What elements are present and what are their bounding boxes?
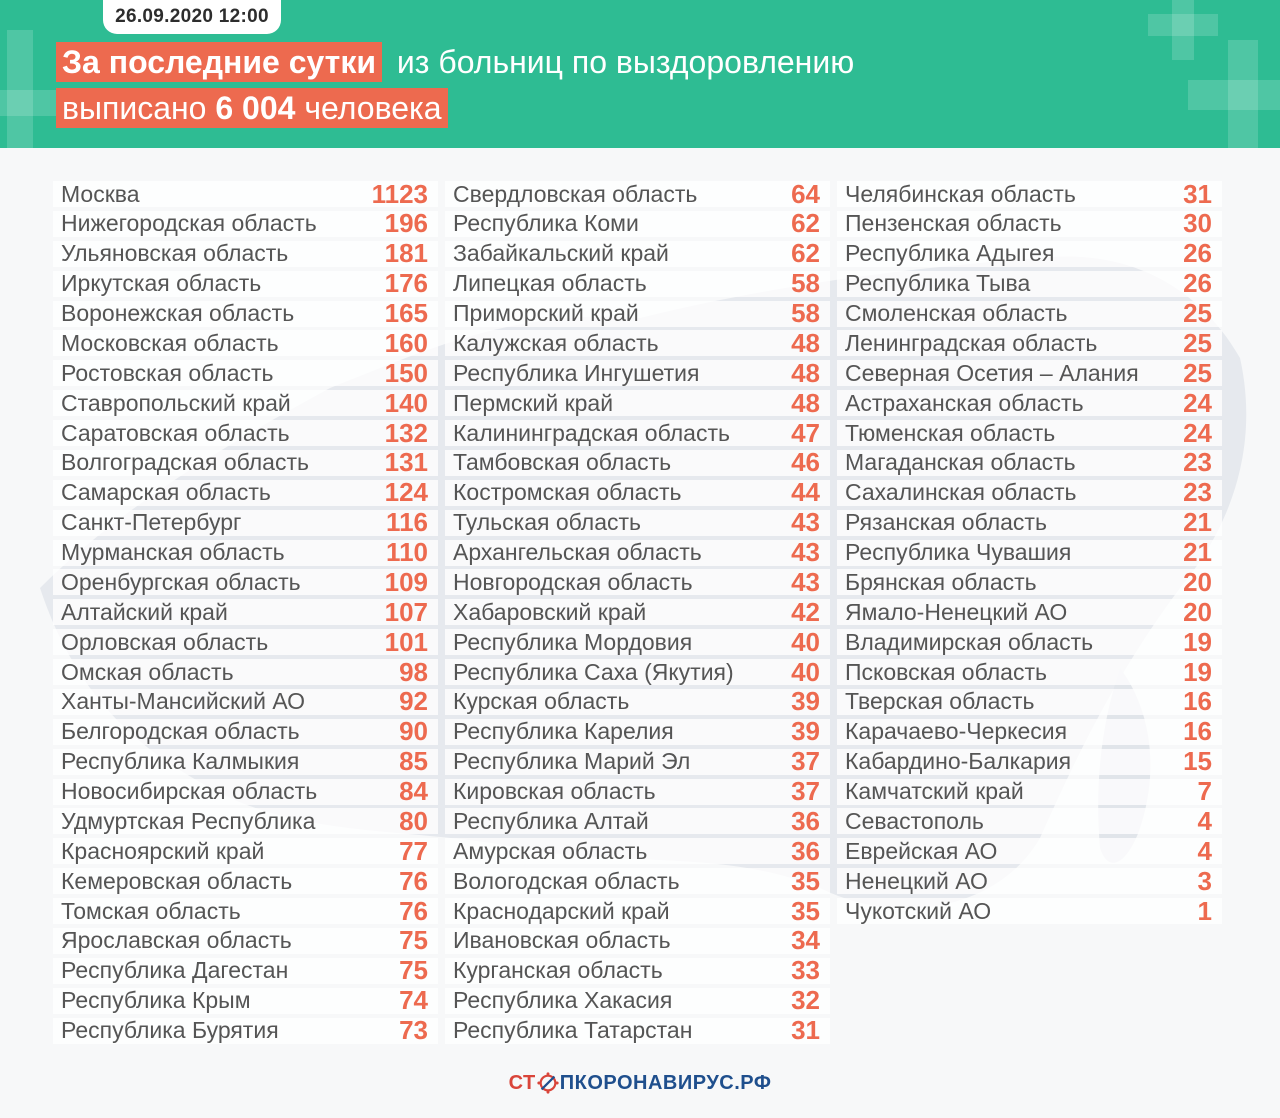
region-name: Красноярский край (61, 837, 265, 864)
region-name: Республика Тыва (845, 270, 1031, 297)
region-name: Магаданская область (845, 449, 1076, 476)
region-value: 37 (791, 776, 820, 806)
region-name: Республика Калмыкия (61, 748, 300, 775)
region-value: 40 (791, 656, 820, 687)
region-value: 4 (1197, 805, 1212, 836)
region-value: 150 (384, 357, 428, 388)
region-row (53, 298, 438, 328)
region-value: 36 (791, 805, 820, 836)
region-row (837, 387, 1222, 418)
region-value: 107 (384, 596, 428, 627)
region-row (837, 417, 1222, 448)
region-value: 26 (1183, 268, 1212, 299)
region-row (837, 596, 1222, 627)
region-name: Калужская область (453, 329, 659, 356)
region-row (837, 776, 1222, 806)
region-row (445, 327, 830, 358)
region-value: 25 (1183, 357, 1212, 388)
region-value: 20 (1183, 596, 1212, 627)
region-value: 176 (384, 268, 428, 299)
region-name: Рязанская область (845, 509, 1047, 536)
region-row (53, 955, 438, 986)
region-value: 40 (791, 626, 820, 657)
region-row (53, 626, 438, 657)
region-name: Чукотский АО (845, 897, 992, 924)
region-name: Курганская область (453, 957, 663, 984)
region-row (53, 716, 438, 747)
region-row (837, 865, 1222, 896)
region-value: 34 (791, 925, 820, 956)
region-value: 77 (399, 835, 428, 866)
region-row (53, 805, 438, 836)
region-row (445, 746, 830, 777)
region-value: 132 (384, 417, 428, 448)
region-name: Республика Марий Эл (453, 748, 691, 775)
region-name: Санкт-Петербург (61, 509, 242, 536)
region-value: 7 (1197, 776, 1212, 806)
region-row (837, 507, 1222, 538)
virus-icon (537, 1072, 559, 1094)
region-name: Кировская область (453, 778, 656, 804)
region-row (837, 178, 1222, 209)
region-name: Псковская область (845, 658, 1047, 685)
region-row (445, 447, 830, 478)
region-value: 75 (399, 925, 428, 956)
region-name: Ярославская область (61, 927, 292, 954)
region-value: 85 (399, 746, 428, 777)
region-value: 35 (791, 895, 820, 926)
region-row (445, 776, 830, 806)
region-value: 15 (1183, 746, 1212, 777)
region-value: 26 (1183, 238, 1212, 269)
region-row (445, 925, 830, 956)
region-row (445, 835, 830, 866)
region-name: Республика Ингушетия (453, 359, 700, 386)
region-row (837, 298, 1222, 328)
region-row (837, 656, 1222, 687)
region-value: 20 (1183, 566, 1212, 597)
region-value: 36 (791, 835, 820, 866)
region-value: 58 (791, 268, 820, 299)
region-row (837, 626, 1222, 657)
region-value: 196 (384, 208, 428, 239)
region-name: Хабаровский край (453, 598, 647, 625)
region-value: 48 (791, 387, 820, 418)
region-name: Костромская область (453, 479, 682, 506)
region-name: Свердловская область (453, 180, 698, 207)
region-name: Пермский край (453, 389, 614, 416)
region-row (445, 596, 830, 627)
region-row (445, 417, 830, 448)
region-row (837, 238, 1222, 269)
region-name: Республика Карелия (453, 718, 674, 745)
region-row (445, 865, 830, 896)
region-row (837, 447, 1222, 478)
region-value: 39 (791, 716, 820, 747)
region-value: 24 (1183, 387, 1212, 418)
region-row (837, 686, 1222, 717)
region-value: 43 (791, 537, 820, 567)
region-row (445, 955, 830, 986)
region-name: Московская область (61, 329, 279, 356)
region-name: Тамбовская область (453, 449, 672, 476)
region-row (445, 208, 830, 239)
title-rest: из больниц по выздоровлению (396, 44, 855, 80)
region-value: 62 (791, 208, 820, 239)
region-row (53, 776, 438, 806)
region-value: 62 (791, 238, 820, 269)
region-name: Волгоградская область (61, 449, 309, 476)
region-value: 181 (384, 238, 428, 269)
region-name: Вологодская область (453, 867, 680, 894)
region-name: Пензенская область (845, 210, 1062, 237)
region-value: 31 (791, 1015, 820, 1045)
region-value: 116 (386, 507, 428, 538)
region-value: 43 (791, 507, 820, 538)
region-row (53, 268, 438, 299)
title-line-1 (56, 42, 854, 82)
logo-text-part1: СТ (508, 1071, 536, 1094)
plus-decoration-right (1188, 40, 1280, 148)
region-value: 76 (399, 865, 428, 896)
region-row (53, 477, 438, 508)
region-value: 140 (384, 387, 428, 418)
region-name: Мурманская область (61, 539, 285, 565)
region-row (53, 656, 438, 687)
region-name: Новосибирская область (61, 778, 318, 804)
title-total-box (56, 88, 448, 128)
region-value: 1 (1197, 895, 1212, 926)
region-value: 47 (791, 417, 820, 448)
region-row (53, 865, 438, 896)
region-value: 43 (791, 566, 820, 597)
title-post: человека (304, 90, 442, 126)
region-name: Республика Татарстан (453, 1017, 693, 1043)
region-row (445, 716, 830, 747)
region-value: 98 (399, 656, 428, 687)
region-name: Республика Чувашия (845, 539, 1072, 565)
region-value: 80 (399, 805, 428, 836)
region-value: 31 (1183, 178, 1212, 209)
region-name: Краснодарский край (453, 897, 670, 924)
region-name: Иркутская область (61, 270, 262, 297)
region-row (445, 626, 830, 657)
region-name: Курская область (453, 688, 630, 715)
region-row (445, 1015, 830, 1045)
logo-text-part2: ПКОРОНАВИРУС.РФ (559, 1071, 772, 1094)
region-row (837, 746, 1222, 777)
region-value: 46 (791, 447, 820, 478)
region-name: Приморский край (453, 300, 639, 326)
region-name: Амурская область (453, 837, 648, 864)
region-row (445, 268, 830, 299)
region-value: 44 (791, 477, 820, 508)
region-row (837, 268, 1222, 299)
region-row (837, 327, 1222, 358)
region-row (445, 656, 830, 687)
region-row (53, 746, 438, 777)
region-row (445, 298, 830, 328)
region-value: 33 (791, 955, 820, 986)
region-name: Липецкая область (453, 270, 647, 297)
region-value: 19 (1183, 656, 1212, 687)
region-name: Ставропольский край (61, 389, 291, 416)
regions-column-3 (837, 178, 1222, 928)
region-row (53, 1015, 438, 1045)
region-name: Белгородская область (61, 718, 300, 745)
region-value: 25 (1183, 298, 1212, 328)
region-row (53, 238, 438, 269)
region-name: Самарская область (61, 479, 271, 506)
region-value: 35 (791, 865, 820, 896)
region-row (445, 357, 830, 388)
region-row (445, 566, 830, 597)
region-row (837, 895, 1222, 926)
region-name: Москва (61, 180, 140, 207)
region-value: 110 (386, 537, 428, 567)
region-value: 21 (1183, 507, 1212, 538)
date-badge: 26.09.2020 12:00 (103, 0, 281, 34)
region-name: Кабардино-Балкария (845, 748, 1072, 775)
region-value: 32 (791, 985, 820, 1016)
region-row (445, 537, 830, 567)
region-value: 23 (1183, 477, 1212, 508)
region-name: Удмуртская Республика (61, 807, 316, 834)
region-row (53, 686, 438, 717)
title-line-2 (56, 88, 448, 128)
region-value: 101 (384, 626, 428, 657)
region-name: Омская область (61, 658, 234, 685)
region-value: 3 (1197, 865, 1212, 896)
region-value: 37 (791, 746, 820, 777)
region-row (445, 178, 830, 209)
region-row (445, 477, 830, 508)
region-name: Сахалинская область (845, 479, 1077, 506)
region-row (837, 835, 1222, 866)
region-row (445, 387, 830, 418)
region-name: Карачаево-Черкесия (845, 718, 1068, 745)
title-highlight: За последние сутки (56, 42, 382, 82)
region-name: Архангельская область (453, 539, 702, 565)
region-row (445, 805, 830, 836)
region-name: Камчатский край (845, 778, 1024, 804)
region-name: Кемеровская область (61, 867, 293, 894)
region-row (53, 417, 438, 448)
region-name: Оренбургская область (61, 568, 301, 595)
region-value: 64 (791, 178, 820, 209)
region-row (445, 985, 830, 1016)
region-name: Тюменская область (845, 419, 1056, 446)
region-row (53, 925, 438, 956)
region-row (53, 835, 438, 866)
region-value: 42 (791, 596, 820, 627)
region-name: Орловская область (61, 628, 269, 655)
region-row (53, 537, 438, 567)
region-row (53, 208, 438, 239)
header-banner (0, 0, 1280, 148)
region-value: 1123 (371, 178, 428, 209)
region-value: 25 (1183, 327, 1212, 358)
region-name: Республика Дагестан (61, 957, 289, 984)
region-row (53, 447, 438, 478)
region-name: Ленинградская область (845, 329, 1098, 356)
region-name: Республика Саха (Якутия) (453, 658, 734, 685)
region-name: Ростовская область (61, 359, 274, 386)
region-row (837, 566, 1222, 597)
region-value: 75 (399, 955, 428, 986)
region-value: 16 (1183, 686, 1212, 717)
region-value: 124 (384, 477, 428, 508)
region-row (837, 357, 1222, 388)
region-name: Республика Бурятия (61, 1017, 279, 1043)
region-value: 73 (399, 1015, 428, 1045)
region-row (53, 895, 438, 926)
region-name: Республика Мордовия (453, 628, 693, 655)
region-value: 4 (1197, 835, 1212, 866)
region-value: 84 (399, 776, 428, 806)
region-value: 92 (399, 686, 428, 717)
region-name: Алтайский край (61, 598, 228, 625)
region-value: 165 (384, 298, 428, 328)
region-row (837, 208, 1222, 239)
region-value: 23 (1183, 447, 1212, 478)
region-name: Республика Крым (61, 987, 251, 1014)
region-value: 131 (384, 447, 428, 478)
region-value: 39 (791, 686, 820, 717)
region-value: 90 (399, 716, 428, 747)
region-name: Воронежская область (61, 300, 295, 326)
stopkoronavirus-logo (509, 1072, 772, 1095)
region-value: 48 (791, 327, 820, 358)
regions-column-2 (445, 178, 830, 1047)
region-row (445, 507, 830, 538)
region-name: Саратовская область (61, 419, 290, 446)
region-value: 58 (791, 298, 820, 328)
region-name: Новгородская область (453, 568, 693, 595)
title-total-number: 6 004 (215, 90, 296, 126)
region-name: Ямало-Ненецкий АО (845, 598, 1068, 625)
region-name: Ненецкий АО (845, 867, 988, 894)
regions-column-1 (53, 178, 438, 1047)
region-value: 24 (1183, 417, 1212, 448)
region-name: Челябинская область (845, 180, 1076, 207)
region-name: Республика Адыгея (845, 240, 1055, 267)
region-row (53, 985, 438, 1016)
region-row (445, 895, 830, 926)
region-name: Ханты-Мансийский АО (61, 688, 306, 715)
region-value: 48 (791, 357, 820, 388)
region-row (837, 537, 1222, 567)
region-value: 109 (384, 566, 428, 597)
region-name: Ульяновская область (61, 240, 289, 267)
region-name: Севастополь (845, 807, 984, 834)
region-row (837, 477, 1222, 508)
region-row (53, 327, 438, 358)
region-row (53, 178, 438, 209)
region-name: Республика Алтай (453, 807, 649, 834)
region-name: Еврейская АО (845, 837, 998, 864)
region-row (53, 566, 438, 597)
region-value: 160 (384, 327, 428, 358)
region-value: 19 (1183, 626, 1212, 657)
region-row (445, 238, 830, 269)
region-value: 74 (399, 985, 428, 1016)
region-name: Республика Хакасия (453, 987, 673, 1014)
footer (0, 1066, 1280, 1100)
region-row (837, 716, 1222, 747)
region-row (837, 805, 1222, 836)
region-name: Ивановская область (453, 927, 671, 954)
region-name: Республика Коми (453, 210, 639, 237)
region-name: Брянская область (845, 568, 1037, 595)
region-name: Астраханская область (845, 389, 1084, 416)
region-name: Забайкальский край (453, 240, 669, 267)
region-name: Смоленская область (845, 300, 1068, 326)
region-row (53, 387, 438, 418)
region-value: 30 (1183, 208, 1212, 239)
region-name: Северная Осетия – Алания (845, 359, 1139, 386)
title-pre: выписано (62, 90, 207, 126)
region-name: Томская область (61, 897, 241, 924)
region-name: Владимирская область (845, 628, 1094, 655)
region-row (445, 686, 830, 717)
region-value: 76 (399, 895, 428, 926)
region-row (53, 357, 438, 388)
region-name: Тверская область (845, 688, 1035, 715)
region-name: Калининградская область (453, 419, 730, 446)
region-name: Нижегородская область (61, 210, 317, 237)
plus-decoration-left (0, 30, 60, 148)
region-value: 16 (1183, 716, 1212, 747)
region-row (53, 596, 438, 627)
region-value: 21 (1183, 537, 1212, 567)
region-row (53, 507, 438, 538)
region-name: Тульская область (453, 509, 642, 536)
